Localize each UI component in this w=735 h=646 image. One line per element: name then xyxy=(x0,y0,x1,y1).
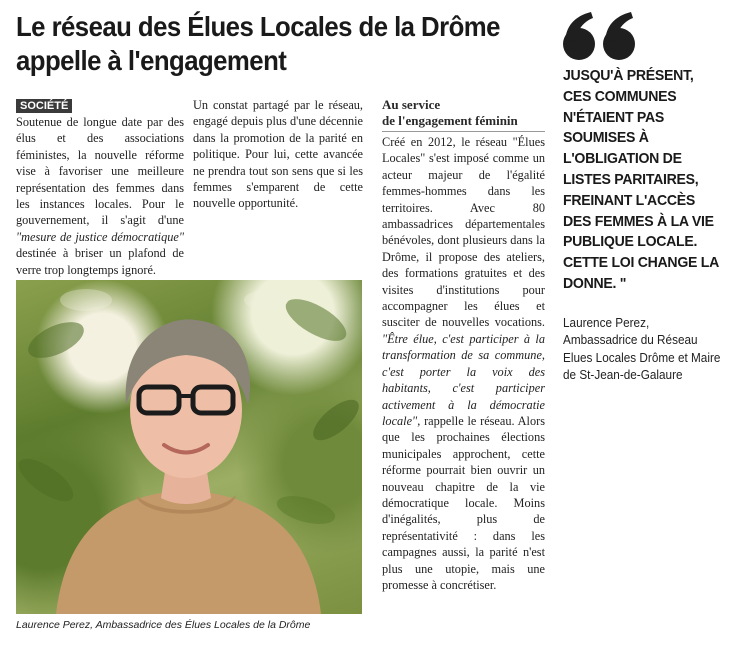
pull-quote-author: Laurence Perez, Ambassadrice du Réseau Elues Locales Drôme et Maire de St-Jean-de-Galaure xyxy=(563,316,721,383)
column-1-text-end: destinée à briser un plafond de verre trop longtemps ignoré. xyxy=(16,246,184,277)
article-column-1 xyxy=(16,97,184,278)
column-3-text-end: , rappelle le réseau. Alors que les prochaines élections municipales approchent, cette réforme pourrait bien ouvrir un nouveau chapitre de la vie démocratique locale. Moins d'inégalités, plus de représentativité : dans les campagnes aussi, la parité n'est plus une utopie, mais une promesse à concrétiser. xyxy=(382,413,545,592)
quote-mark-icon xyxy=(561,10,641,66)
column-1-text: Soutenue de longue date par des élus et des associations féministes, la nouvelle réforme vise à favoriser une meilleure représentation des femmes dans les instances locales. Pour le gouvernement, il s'agit d'une xyxy=(16,115,184,228)
article-column-3 xyxy=(382,97,545,593)
article-column-2 xyxy=(193,97,363,212)
column-3-italic-quote: "Être élue, c'est participer à la transformation de sa commune, c'est porter la voix des habitants, c'est participer activement à la démocratie locale" xyxy=(382,331,545,428)
column-2-text: Un constat partagé par le réseau, engagé depuis plus d'une décennie dans la promotion de la parité en politique. Pour lui, cette avancée ne prendra tout son sens que si les femmes s'emparent de cette nouvelle opportunité. xyxy=(193,98,363,211)
photo-caption: Laurence Perez, Ambassadrice des Élues Locales de la Drôme xyxy=(16,619,311,631)
subhead-line-2: de l'engagement féminin xyxy=(382,113,518,128)
section-kicker: SOCIÉTÉ xyxy=(16,99,72,113)
column-3-text: Créé en 2012, le réseau "Élues Locales" s'est imposé comme un acteur majeur de l'égalité femmes-hommes dans les territoires. Avec 80 ambassadrices départementales bénévoles, dont plusieurs dans la Drôme, il propose des ateliers, des formations gratuites et des visites d'institutions pour accompagner les élues et susciter de nouvelles vocations. xyxy=(382,135,545,330)
pull-quote: JUSQU'À PRÉSENT, CES COMMUNES N'ÉTAIENT PAS SOUMISES À L'OBLIGATION DE LISTES PARITAIRES, FREINANT L'ACCÈS DES FEMMES À LA VIE PUBLIQUE LOCALE. CETTE LOI CHANGE LA DONNE. " xyxy=(563,67,719,292)
subhead xyxy=(382,97,545,132)
article-headline: Le réseau des Élues Locales de la Drôme appelle à l'engagement xyxy=(16,11,500,76)
subhead-line-1: Au service xyxy=(382,97,441,112)
portrait-illustration xyxy=(16,280,362,614)
column-1-italic-quote: "mesure de justice démocratique" xyxy=(16,229,184,244)
portrait-photo xyxy=(16,280,362,614)
